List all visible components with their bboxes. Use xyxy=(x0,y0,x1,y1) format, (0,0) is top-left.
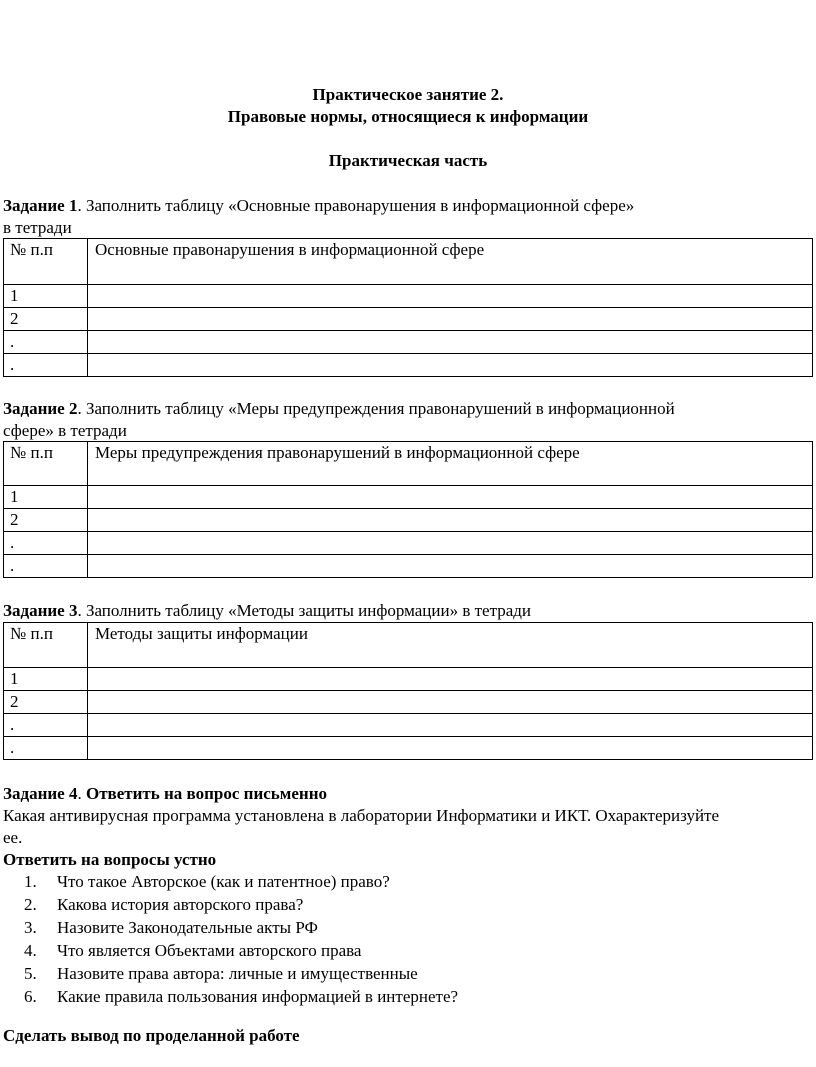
practical-lesson-title: Практическое занятие 2. xyxy=(312,85,504,104)
table-row xyxy=(4,737,813,760)
list-item-number: 1. xyxy=(24,872,37,891)
row-cell[interactable] xyxy=(88,691,813,714)
row-number: 2 xyxy=(4,308,88,331)
row-number: . xyxy=(4,714,88,737)
oral-questions-title: Ответить на вопросы устно xyxy=(3,850,217,869)
task-4-question-line2: ее. xyxy=(3,828,23,847)
task-1-label: Задание 1 xyxy=(3,196,78,215)
list-item-text: Назовите Законодательные акты РФ xyxy=(57,918,318,937)
row-number: 1 xyxy=(4,486,88,509)
table-row xyxy=(4,285,813,308)
column-header-number: № п.п xyxy=(4,623,88,668)
task-3-text xyxy=(3,600,803,622)
list-item xyxy=(24,963,458,986)
row-number: . xyxy=(4,354,88,377)
row-cell[interactable] xyxy=(88,509,813,532)
task-1-table xyxy=(3,238,813,377)
list-item xyxy=(24,871,458,894)
table-row xyxy=(4,668,813,691)
row-cell[interactable] xyxy=(88,532,813,555)
table-header-row xyxy=(4,442,813,486)
list-item-number: 2. xyxy=(24,895,37,914)
table-header-row xyxy=(4,239,813,285)
row-number: 2 xyxy=(4,509,88,532)
section-title: Практическая часть xyxy=(328,151,488,170)
task-4-question-line1: Какая антивирусная программа установлена в лаборатории Информатики и ИКТ. Охарактеризуйте xyxy=(3,806,720,825)
row-number: . xyxy=(4,737,88,760)
table-row xyxy=(4,331,813,354)
task-4-title: Ответить на вопрос письменно xyxy=(85,784,327,803)
task-3-label: Задание 3 xyxy=(3,601,78,620)
task-4-separator: . xyxy=(77,784,86,803)
row-cell[interactable] xyxy=(88,308,813,331)
table-row xyxy=(4,532,813,555)
table-row xyxy=(4,354,813,377)
task-2-text-line2: сфере» в тетради xyxy=(3,421,127,440)
list-item-text: Что является Объектами авторского права xyxy=(57,941,362,960)
task-2-text xyxy=(3,398,803,420)
row-number: 1 xyxy=(4,668,88,691)
table-row xyxy=(4,509,813,532)
table-row xyxy=(4,486,813,509)
column-header-title: Методы защиты информации xyxy=(88,623,813,668)
task-4-heading xyxy=(3,783,803,805)
row-number: 1 xyxy=(4,285,88,308)
column-header-title: Меры предупреждения правонарушений в информационной сфере xyxy=(88,442,813,486)
table-row xyxy=(4,308,813,331)
task-4-label: Задание 4 xyxy=(3,784,78,803)
topic-title: Правовые нормы, относящиеся к информации xyxy=(227,107,589,126)
column-header-number: № п.п xyxy=(4,239,88,285)
list-item-text: Какие правила пользования информацией в интернете? xyxy=(57,987,459,1006)
list-item-text: Что такое Авторское (как и патентное) право? xyxy=(57,872,390,891)
task-1-description: . Заполнить таблицу «Основные правонарушения в информационной сфере» xyxy=(77,196,635,215)
row-cell[interactable] xyxy=(88,331,813,354)
row-number: . xyxy=(4,331,88,354)
list-item-number: 3. xyxy=(24,918,37,937)
list-item-text: Назовите права автора: личные и имущественные xyxy=(57,964,418,983)
task-3-table xyxy=(3,622,813,760)
task-1-text-line2: в тетради xyxy=(3,218,72,237)
row-cell[interactable] xyxy=(88,714,813,737)
list-item-number: 6. xyxy=(24,987,37,1006)
table-row xyxy=(4,555,813,578)
row-number: . xyxy=(4,555,88,578)
row-cell[interactable] xyxy=(88,668,813,691)
column-header-number: № п.п xyxy=(4,442,88,486)
task-2-table xyxy=(3,441,813,578)
list-item xyxy=(24,894,458,917)
row-number: 2 xyxy=(4,691,88,714)
task-2-label: Задание 2 xyxy=(3,399,78,418)
row-cell[interactable] xyxy=(88,285,813,308)
table-header-row xyxy=(4,623,813,668)
table-row xyxy=(4,714,813,737)
list-item-number: 4. xyxy=(24,941,37,960)
row-cell[interactable] xyxy=(88,486,813,509)
oral-questions-list xyxy=(24,871,458,1009)
row-number: . xyxy=(4,532,88,555)
list-item xyxy=(24,940,458,963)
conclusion-text: Сделать вывод по проделанной работе xyxy=(3,1026,300,1045)
row-cell[interactable] xyxy=(88,737,813,760)
list-item-number: 5. xyxy=(24,964,37,983)
list-item xyxy=(24,917,458,940)
list-item xyxy=(24,986,458,1009)
table-row xyxy=(4,691,813,714)
task-3-description: . Заполнить таблицу «Методы защиты информации» в тетради xyxy=(77,601,532,620)
task-1-text xyxy=(3,195,803,217)
list-item-text: Какова история авторского права? xyxy=(57,895,304,914)
row-cell[interactable] xyxy=(88,354,813,377)
column-header-title: Основные правонарушения в информационной сфере xyxy=(88,239,813,285)
task-2-description: . Заполнить таблицу «Меры предупреждения правонарушений в информационной xyxy=(77,399,675,418)
row-cell[interactable] xyxy=(88,555,813,578)
